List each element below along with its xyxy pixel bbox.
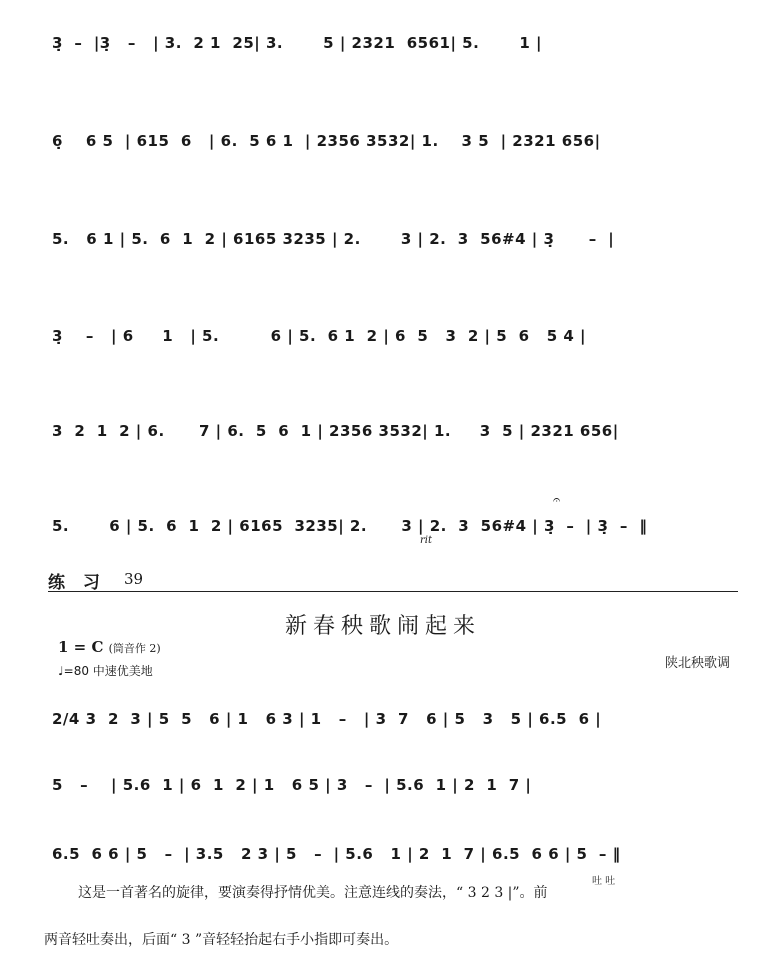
tempo-marking: ♩=80 中速优美地 — [58, 664, 153, 678]
score-row-2 — [52, 120, 742, 170]
score-notes: 5 – | 5.6 1 | 6 1 2 | 1 6 5 | 3 – | 5.6 1 | 2 1 7 | — [52, 776, 532, 794]
score-row-1 — [52, 22, 742, 72]
score-notes: 6.5 6 6 | 5 – | 3.5 2 3 | 5 – | 5.6 1 | 2 1 7 | 6.5 6 6 | 5 – ‖ — [52, 845, 621, 863]
song-row-1 — [52, 698, 742, 748]
paragraph-text: 两音轻吐奏出，后面“ 3 ”音轻轻抬起右手小指即可奏出。 — [44, 932, 399, 948]
tongue-syllables: 吐 吐 — [592, 876, 616, 887]
key-note: (筒音作 2) — [108, 642, 161, 655]
paragraph-text: 这是一首著名的旋律，要演奏得抒情优美。注意连线的奏法，“ 3 2 3 |”。前 — [78, 885, 548, 901]
score-notes: 5. 6 | 5. 6 1 2 | 6165 3235| 2. 3 | 2. 3 56#4 | 3̣ – | 3̣ – ‖ — [52, 517, 648, 535]
rit-marking: rit — [420, 535, 432, 546]
score-row-3 — [52, 218, 742, 268]
song-source: 陕北秧歌调 — [664, 656, 730, 671]
score-notes: 6̣ 6 5 | 615 6 | 6. 5 6 1 | 2356 3532| 1. 3 5 | 2321 656| — [52, 132, 601, 150]
song-title: 新春秧歌闹起来 — [284, 614, 481, 639]
song-row-2 — [52, 764, 742, 814]
score-row-4 — [52, 315, 742, 365]
score-notes: 5. 6 1 | 5. 6 1 2 | 6165 3235 | 2. 3 | 2. 3 56#4 | 3̣ – | — [52, 230, 615, 248]
score-notes: 2/4 3 2 3 | 5 5 6 | 1 6 3 | 1 – | 3 7 6 | 5 3 5 | 6.5 6 | — [52, 710, 602, 728]
exercise-label: 练 习 — [48, 573, 106, 593]
score-row-5 — [52, 410, 742, 460]
fermata-icon: 𝄐 — [553, 493, 561, 508]
score-notes: 3̣ – |3̣ – | 3. 2 1 25| 3. 5 | 2321 6561| 5. 1 | — [52, 34, 542, 52]
key-signature — [58, 638, 161, 656]
exercise-number: 39 — [124, 570, 144, 588]
score-row-6 — [52, 505, 742, 555]
exercise-header — [48, 566, 738, 596]
paragraph-line-1 — [44, 882, 744, 902]
paragraph-line-2 — [44, 929, 744, 949]
song-row-3 — [52, 833, 742, 883]
score-notes: 3 2 1 2 | 6. 7 | 6. 5 6 1 | 2356 3532| 1. 3 5 | 2321 656| — [52, 422, 619, 440]
divider-line — [48, 591, 738, 592]
score-notes: 3̣ – | 6 1 | 5. 6 | 5. 6 1 2 | 6 5 3 2 | 5 6 5 4 | — [52, 327, 587, 345]
key-value: 1 = C — [58, 638, 104, 656]
